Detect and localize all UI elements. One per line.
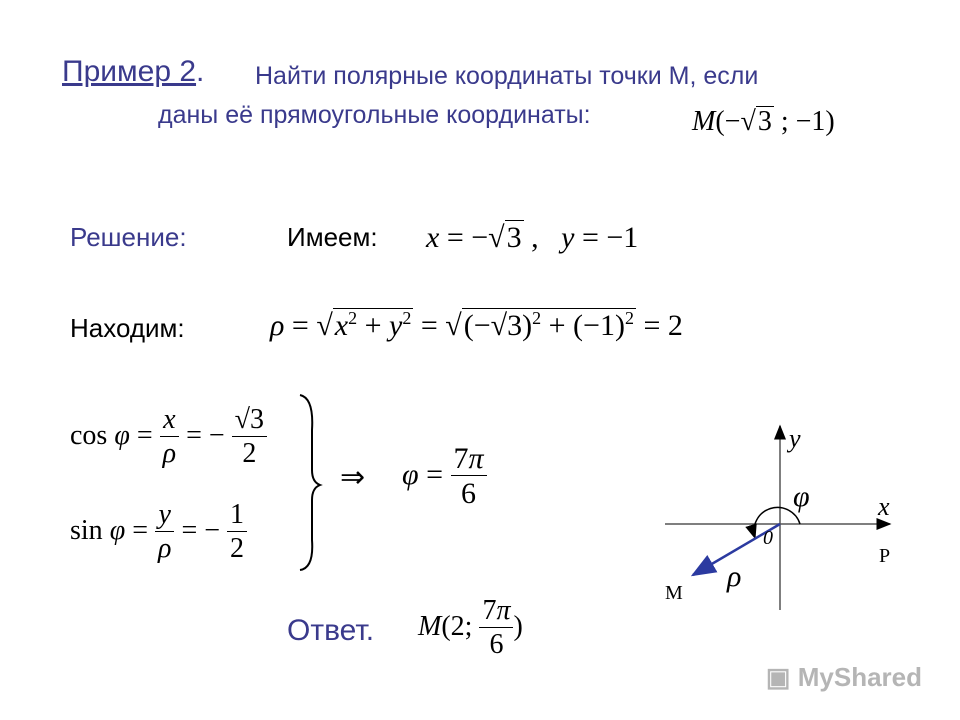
have-label: Имеем:	[287, 222, 378, 252]
answer-label: Ответ.	[287, 614, 375, 647]
title-period: .	[196, 55, 205, 88]
phi-formula: φ = $\frac{7\pi}{6}$	[402, 442, 487, 512]
polar-diagram	[655, 420, 900, 620]
origin-label: 0	[763, 527, 773, 549]
implies-arrow: ⇒	[340, 461, 366, 494]
example-number: Пример 2	[62, 55, 197, 88]
rho-label: ρ	[727, 560, 742, 593]
task-text-line1: Найти полярные координаты точки M, если	[255, 62, 759, 90]
watermark-logo	[766, 662, 922, 693]
answer-formula: M(2; $\frac{7\pi}{6}$ )	[418, 595, 523, 660]
example-title	[62, 55, 204, 89]
y-axis-label: y	[789, 424, 801, 453]
given-xy-formula: x = −√3 , y = −1	[426, 221, 639, 254]
p-label: P	[879, 545, 891, 567]
task-text-line2: даны её прямоугольные координаты:	[158, 101, 591, 129]
sin-formula: sin φ = $\frac{y}{\rho}$ = − $\frac{1}{2}$	[70, 500, 247, 565]
m-label: M	[665, 582, 683, 604]
watermark-icon: ▣	[765, 662, 791, 692]
watermark-text: MyShared	[797, 662, 922, 692]
x-axis-label: x	[878, 492, 890, 521]
rho-formula: $\rho = √x^2 + y^2 = √(-√3)^2 + (-1)^2 = 2$	[270, 308, 683, 342]
given-point-formula: M(−√3 ; −1)	[692, 106, 835, 137]
phi-label: φ	[793, 480, 810, 513]
cos-formula: cos φ = $\frac{x}{\rho}$ = − $\frac{√3}{2}$	[70, 405, 267, 470]
find-label: Находим:	[70, 313, 185, 343]
solution-label: Решение:	[70, 222, 187, 252]
